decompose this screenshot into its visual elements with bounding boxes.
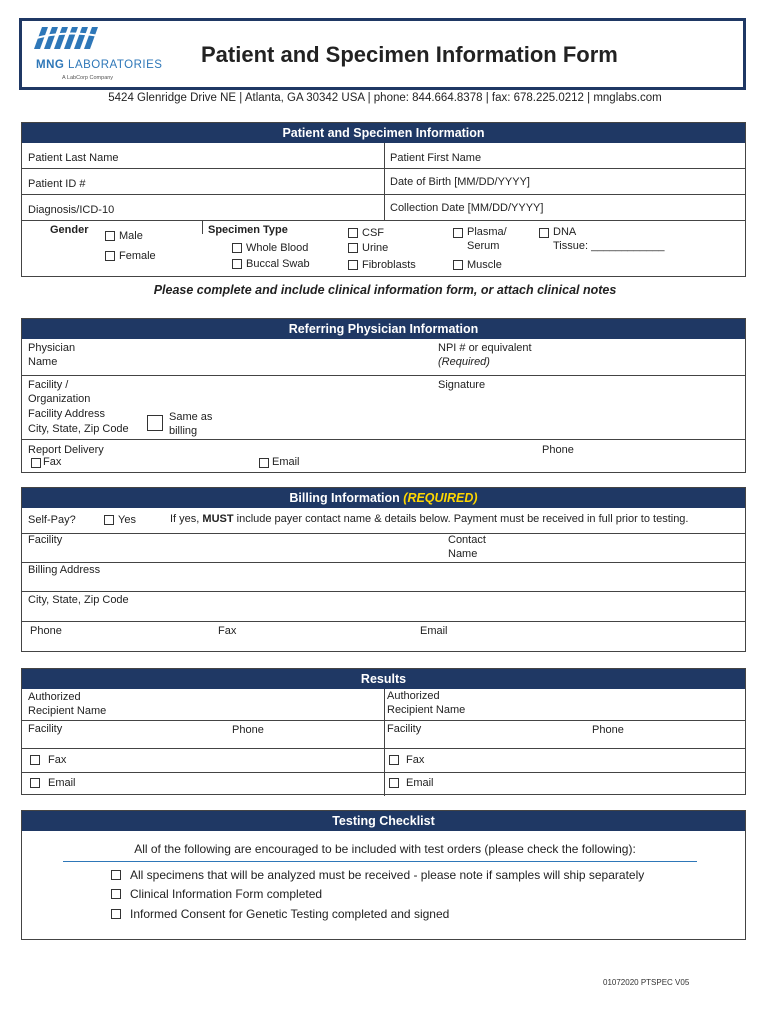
tissue-field[interactable]: Tissue: ____________ — [553, 240, 665, 252]
facility-label-line2: Organization — [28, 393, 91, 405]
billing-contact-label-line2: Name — [448, 548, 478, 560]
same-as-billing-label-line1: Same as — [169, 411, 213, 423]
result-email-right-checkbox[interactable] — [389, 778, 399, 788]
logo-name: MNG LABORATORIES — [36, 59, 163, 71]
billing-fax-label: Fax — [218, 625, 237, 637]
result-facility-left-label: Facility — [28, 723, 63, 735]
signature-label: Signature — [438, 379, 486, 391]
whole-blood-label: Whole Blood — [246, 242, 309, 254]
plasma-serum-checkbox[interactable] — [453, 228, 463, 238]
checklist-section-heading: Testing Checklist — [22, 811, 745, 831]
report-email-checkbox[interactable] — [259, 458, 269, 468]
billing-address-label: Billing Address — [28, 564, 101, 576]
billing-section-heading: Billing Information (REQUIRED) — [22, 488, 745, 508]
clinical-info-note: Please complete and include clinical information form, or attach clinical notes — [153, 283, 617, 297]
npi-label: NPI # or equivalent — [438, 342, 532, 354]
report-email-label: Email — [272, 456, 300, 468]
csf-checkbox[interactable] — [348, 228, 358, 238]
results-section-heading: Results — [22, 669, 745, 689]
lab-address: 5424 Glenridge Drive NE | Atlanta, GA 30342 USA | phone: 844.664.8378 | fax: 678.225.0212 | mnglabs.com — [108, 92, 662, 104]
result-fax-right-checkbox[interactable] — [389, 755, 399, 765]
result-email-left-label: Email — [48, 777, 76, 789]
form-version-code: 01072020 PTSPEC V05 — [603, 978, 690, 987]
same-as-billing-label-line2: billing — [169, 425, 198, 437]
physician-section-heading: Referring Physician Information — [22, 319, 745, 339]
checklist-item-1-checkbox[interactable] — [111, 870, 121, 880]
self-pay-note: If yes, MUST include payer contact name & details below. Payment must be received in full prior to testing. — [170, 513, 689, 525]
patient-specimen-section — [21, 122, 746, 277]
facility-label-line1: Facility / — [28, 379, 69, 391]
whole-blood-checkbox[interactable] — [232, 243, 242, 253]
plasma-label: Plasma/ — [467, 226, 507, 238]
billing-contact-label-line1: Contact — [448, 534, 486, 546]
patient-last-name-label: Patient Last Name — [28, 152, 119, 164]
result-phone-right-label: Phone — [592, 724, 624, 736]
mng-logo-icon — [28, 25, 108, 51]
logo-subtitle: A LabCorp Company — [62, 75, 114, 81]
fibroblasts-checkbox[interactable] — [348, 260, 358, 270]
male-label: Male — [119, 230, 143, 242]
female-label: Female — [119, 250, 156, 262]
diagnosis-label: Diagnosis/ICD-10 — [28, 204, 115, 216]
patient-section-heading: Patient and Specimen Information — [22, 123, 745, 143]
dna-label: DNA — [553, 226, 577, 238]
result-facility-right-label: Facility — [387, 723, 422, 735]
collection-date-label: Collection Date [MM/DD/YYYY] — [390, 202, 544, 214]
result-email-left-checkbox[interactable] — [30, 778, 40, 788]
report-delivery-label: Report Delivery — [28, 444, 104, 456]
report-fax-label: Fax — [43, 456, 62, 468]
facility-city-label: City, State, Zip Code — [28, 423, 129, 435]
result-phone-left-label: Phone — [232, 724, 264, 736]
physician-name-label-line1: Physician — [28, 342, 76, 354]
checklist-divider — [63, 861, 697, 862]
result-auth-left-line2: Recipient Name — [28, 705, 107, 717]
self-pay-yes-label: Yes — [118, 514, 136, 526]
result-auth-right-line2: Recipient Name — [387, 704, 466, 716]
facility-address-label: Facility Address — [28, 408, 106, 420]
csf-label: CSF — [362, 227, 384, 239]
form-header — [19, 18, 746, 90]
self-pay-label: Self-Pay? — [28, 514, 76, 526]
billing-email-label: Email — [420, 625, 448, 637]
serum-label: Serum — [467, 240, 500, 252]
npi-required-label: (Required) — [438, 356, 490, 368]
female-checkbox[interactable] — [105, 251, 115, 261]
billing-phone-label: Phone — [30, 625, 62, 637]
results-section — [21, 668, 746, 795]
fibroblasts-label: Fibroblasts — [362, 259, 416, 271]
result-email-right-label: Email — [406, 777, 434, 789]
buccal-swab-label: Buccal Swab — [246, 258, 310, 270]
urine-label: Urine — [362, 242, 389, 254]
muscle-checkbox[interactable] — [453, 260, 463, 270]
result-fax-left-checkbox[interactable] — [30, 755, 40, 765]
self-pay-yes-checkbox[interactable] — [104, 515, 114, 525]
gender-label: Gender — [50, 224, 89, 236]
result-fax-left-label: Fax — [48, 754, 67, 766]
checklist-item-3: Informed Consent for Genetic Testing completed and signed — [130, 907, 450, 921]
result-auth-right-line1: Authorized — [387, 690, 440, 702]
billing-facility-label: Facility — [28, 534, 63, 546]
checklist-intro: All of the following are encouraged to be included with test orders (please check the following): — [134, 842, 636, 856]
report-fax-checkbox[interactable] — [31, 458, 41, 468]
checklist-item-2-checkbox[interactable] — [111, 889, 121, 899]
dna-checkbox[interactable] — [539, 228, 549, 238]
male-checkbox[interactable] — [105, 231, 115, 241]
page-title: Patient and Specimen Information Form — [201, 42, 618, 67]
specimen-type-label: Specimen Type — [208, 224, 288, 236]
billing-section — [21, 487, 746, 652]
patient-first-name-label: Patient First Name — [390, 152, 482, 164]
result-auth-left-line1: Authorized — [28, 691, 81, 703]
same-as-billing-checkbox[interactable] — [147, 415, 163, 431]
physician-section — [21, 318, 746, 473]
result-fax-right-label: Fax — [406, 754, 425, 766]
muscle-label: Muscle — [467, 259, 502, 271]
checklist-item-2: Clinical Information Form completed — [130, 887, 323, 901]
patient-id-label: Patient ID # — [28, 178, 86, 190]
checklist-item-3-checkbox[interactable] — [111, 909, 121, 919]
checklist-item-1: All specimens that will be analyzed must be received - please note if samples will ship separately — [130, 868, 645, 882]
physician-phone-label: Phone — [542, 444, 574, 456]
physician-name-label-line2: Name — [28, 356, 58, 368]
date-of-birth-label: Date of Birth [MM/DD/YYYY] — [390, 176, 530, 188]
buccal-swab-checkbox[interactable] — [232, 259, 242, 269]
urine-checkbox[interactable] — [348, 243, 358, 253]
billing-city-label: City, State, Zip Code — [28, 594, 129, 606]
